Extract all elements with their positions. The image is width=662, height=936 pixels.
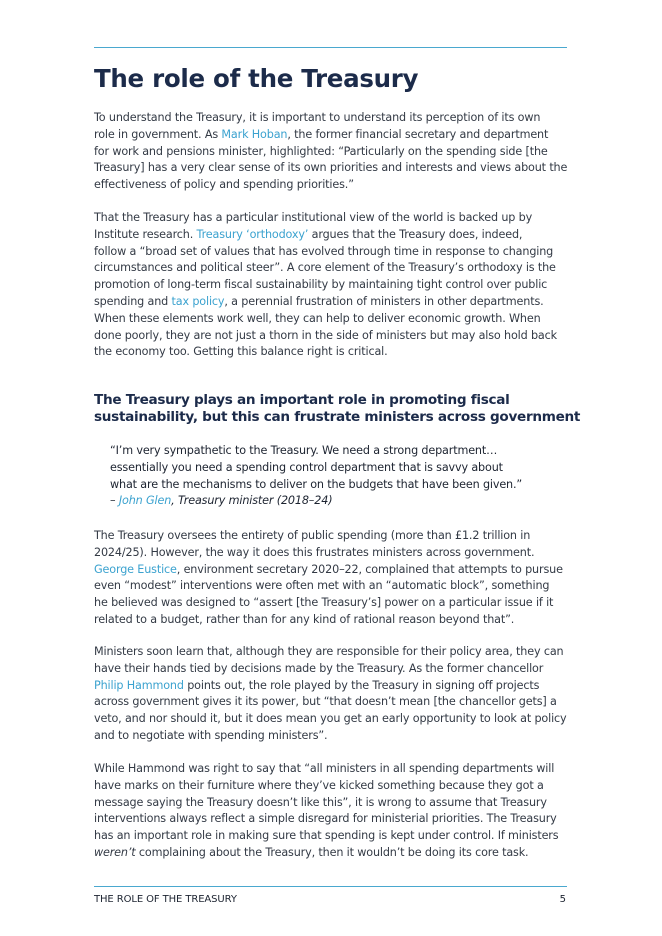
page-number: 5 (559, 894, 566, 905)
text-line: message saying the Treasury doesn’t like this”, it is wrong to assume that Treasury (94, 795, 547, 809)
text-line: circumstances and political steer”. A core element of the Treasury’s orthodoxy is the (94, 261, 556, 275)
john-glen-link[interactable]: John Glen (118, 494, 172, 508)
paragraph-4 (94, 644, 567, 745)
quote-line: “I’m very sympathetic to the Treasury. We need a strong department… (110, 444, 498, 457)
text-line: related to a budget, rather than for any kind of rational reason beyond that”. (94, 612, 515, 626)
text-line: When these elements work well, they can help to deliver economic growth. When (94, 311, 541, 325)
paragraph-5 (94, 761, 564, 862)
text-line: for work and pensions minister, highlighted: “Particularly on the spending side [the (94, 144, 548, 158)
text-line: spending and tax policy, a perennial frustration of ministers in other departments. (94, 294, 544, 308)
text-line: To understand the Treasury, it is important to understand its perception of its own (94, 111, 541, 124)
text-line: and to negotiate with spending ministers”. (94, 728, 328, 742)
quote-line: what are the mechanisms to deliver on the budgets that have been given.” (110, 477, 523, 491)
text-line: has an important role in making sure that spending is kept under control. If ministers (94, 829, 559, 843)
section-subheading: The Treasury plays an important role in promoting fiscal sustainability, but this can frustrate ministers across government (94, 392, 581, 425)
text-line: done poorly, they are not just a thorn in the side of ministers but may also hold back (94, 328, 557, 342)
paragraph-1 (94, 110, 568, 194)
text-line: role in government. As Mark Hoban, the former financial secretary and department (94, 127, 549, 141)
text-line: even “modest” interventions were often met with an “automatic block”, something (94, 579, 550, 593)
text-line: Treasury] has a very clear sense of its own priorities and interests and views about the (94, 161, 568, 175)
text-line: the economy too. Getting this balance right is critical. (94, 345, 388, 359)
treasury-orthodoxy-link[interactable]: Treasury ‘orthodoxy’ (196, 227, 309, 241)
text-line: Ministers soon learn that, although they are responsible for their policy area, they can (94, 645, 564, 658)
quote-attribution: – John Glen, Treasury minister (2018–24) (110, 494, 333, 508)
text-line: follow a “broad set of values that has evolved through time in response to changing (94, 244, 554, 258)
text-line: across government gives it its power, but “that doesn’t mean [the chancellor gets] a (94, 695, 557, 709)
text-line: The Treasury oversees the entirety of public spending (more than £1.2 trillion in (94, 529, 531, 542)
text-line: That the Treasury has a particular institutional view of the world is backed up by (94, 211, 533, 224)
text-line: weren’t complaining about the Treasury, then it wouldn’t be doing its core task. (94, 845, 529, 859)
paragraph-2 (94, 210, 564, 361)
tax-policy-link[interactable]: tax policy (171, 294, 225, 308)
text-line: While Hammond was right to say that “all ministers in all spending departments will (94, 762, 555, 775)
quote-line: essentially you need a spending control department that is savvy about (110, 460, 503, 474)
text-line: Philip Hammond points out, the role played by the Treasury in signing off projects (94, 678, 540, 692)
text-line: veto, and nor should it, but it does mean you get an early opportunity to look at policy (94, 712, 567, 726)
text-line: have marks on their furniture where they’ve kicked something because they got a (94, 778, 544, 792)
mark-hoban-link[interactable]: Mark Hoban (221, 127, 288, 141)
text-line: effectiveness of policy and spending priorities.” (94, 178, 354, 192)
text-line: George Eustice, environment secretary 2020–22, complained that attempts to pursue (94, 562, 563, 576)
footer-section-title: THE ROLE OF THE TREASURY (94, 894, 237, 905)
text-line: interventions always reflect a simple disregard for ministerial priorities. The Treasury (94, 812, 557, 826)
bottom-rule (94, 886, 567, 887)
text-line: have their hands tied by decisions made by the Treasury. As the former chancellor (94, 661, 544, 675)
paragraph-3 (94, 528, 564, 629)
text-line: 2024/25). However, the way it does this frustrates ministers across government. (94, 545, 535, 559)
top-rule (94, 47, 567, 48)
george-eustice-link[interactable]: George Eustice (94, 562, 177, 576)
text-line: promotion of long-term fiscal sustainability by maintaining tight control over public (94, 278, 548, 292)
philip-hammond-link[interactable]: Philip Hammond (94, 678, 184, 692)
text-line: Institute research. Treasury ‘orthodoxy’ argues that the Treasury does, indeed, (94, 227, 523, 241)
text-line: he believed was designed to “assert [the Treasury’s] power on a particular issue if it (94, 596, 554, 610)
pull-quote (110, 443, 522, 510)
page-title: The role of the Treasury (94, 64, 419, 93)
